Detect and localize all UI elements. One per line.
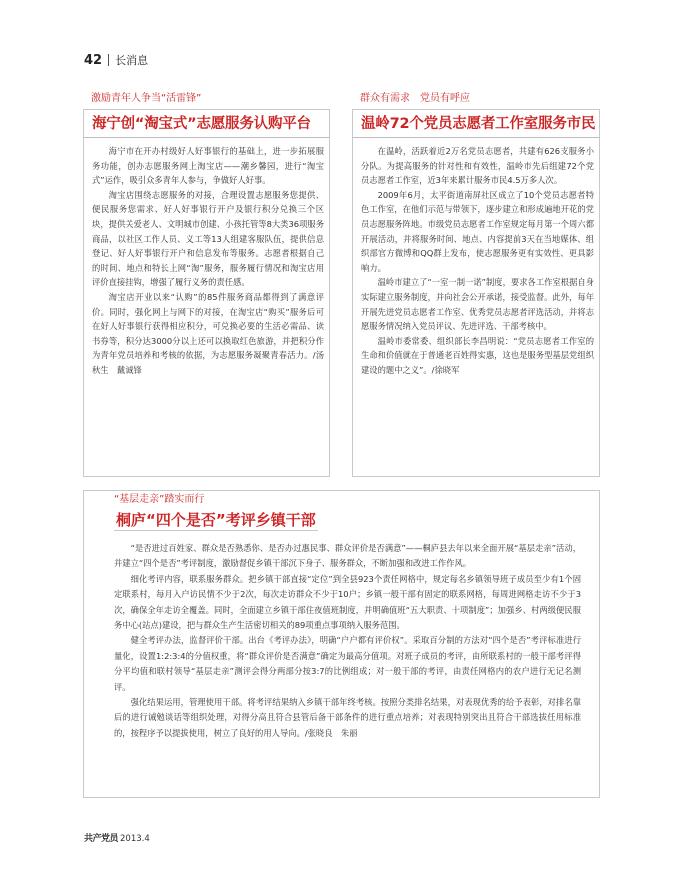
article-paragraph: 2009年6月，太平街道南屏社区成立了10个党员志愿者特色工作室，在他们示范与带领下，逐步建立和形成遍地开花的党员志愿服务阵地。市级党员志愿者工作室规定每月第一个周六都开展活动，并将服务时间、地点、内容提前3天在当地媒体、组织部官方微博和QQ群上发布，使志愿服务更有实效性、更具影响力。 [361,189,594,273]
article-paragraph: 强化结果运用，管理使用干部。将考评结果纳入乡镇干部年终考核。按照分类排名结果，对表现优秀的给予表彰，对排名靠后的进行诫勉谈话等组织处理，对得分高且符合县管后备干部条件的进行重点培养；对表现特别突出且符合干部选拔任用标准的，按程序予以提拔使用，树立了良好的用人导向。/张晓良 朱丽 [114,697,581,738]
article-left [83,92,330,477]
article-bottom [83,490,600,798]
article-paragraph: 淘宝店围绕志愿服务的对接，合理设置志愿服务您提供、便民服务您需求、好人好事银行开户及银行积分兑换三个区块，提供关爱老人、文明城市创建、小孩托管等8大类36项服务商品，以社区工作人员、义工等13人组建客服队伍，提供信息登记、好人好事银行开户和信息发布等服务。志愿者根据自己的时间、地点和特长上网“淘”服务，服务履行情况和淘宝店用评价直接挂钩，增强了履行义务的责任感。 [92,189,324,288]
page-number: 42 [84,52,103,68]
article-paragraph: 海宁市在开办村级好人好事银行的基础上，进一步拓展服务功能，创办志愿服务网上淘宝店——潮乡馨园，进行“淘宝式”运作，吸引众多青年人参与，争做好人好事。 [92,146,324,186]
article-paragraph: 在温岭，活跃着近2万名党员志愿者，共建有626支服务小分队。为提高服务的针对性和有效性，温岭市先后组建72个党员志愿者工作室，近3年来累计服务市民4.5万多人次。 [361,146,594,186]
issue-number: 2013.4 [120,834,150,844]
article-paragraph: 温岭市建立了“一室一制一诺”制度，要求各工作室根据自身实际建立服务制度，并向社会公开承诺，接受监督。此外，每年开展先进党员志愿者工作室、优秀党员志愿者评选活动，并将志愿服务情况纳入党员评议、先进评选、干部考核中。 [361,277,594,332]
page-header [84,50,148,70]
article-body [352,137,600,477]
article-paragraph: 温岭市委常委、组织部长李昌明说：“党员志愿者工作室的生命和价值就在于普通老百姓得实惠，这也是服务型基层党组织建设的题中之义”。/徐晓军 [361,335,594,375]
article-paragraph: 淘宝店开业以来“认购”的85件服务商品都得到了满意评价。同时，强化网上与网下的对接，在淘宝店“购买”服务后可在好人好事银行获得相应积分，可兑换必要的生活必需品、读书券等，积分达3000分以上还可以换取红色旅游，并把积分作为青年党员培养和考核的依据，为志愿服务凝聚青春活力。/汤秋生 戴诚锋 [92,291,324,375]
page-footer [84,831,150,844]
article-kicker: “基层走亲”踏实而行 [114,494,205,505]
article-paragraph: “是否进过百姓家、群众是否熟悉你、是否办过惠民事、群众评价是否满意”——桐庐县去年以来全面开展“基层走亲”活动，并建立“四个是否”考评制度，激励督促乡镇干部沉下身子、服务群众，不断加强和改进工作作风。 [114,543,581,569]
article-paragraph: 细化考评内容，联系服务群众。把乡镇干部直接“定位”到全县923个责任网格中，规定每名乡镇领导班子成员至少有1个固定联系村，每月入户访民情不少于2次，每次走访群众不少于10户；乡镇一般干部有固定的联系网格，每周进网格走访不少于3次，确保全年走访全覆盖。同时，全面建立乡镇干部住夜值班制度，并明确值班“五大职责、十项制度”；加强乡、村两级便民服务中心(站点)建设，把与群众生产生活密切相关的89项重点事项纳入服务范围。 [114,573,581,631]
article-title-box [84,510,599,531]
article-paragraph: 健全考评办法，监督评价干部。出台《考评办法》，明确“户户都有评价权”。采取百分制的方法对“四个是否”考评标准进行量化，设置1:2:3:4的分值权重，将“群众评价是否满意”确定为最高分值项。对班子成员的考评，由所联系村的一般干部考评得分平均值和联村领导“基层走亲”测评会得分两部分按3:7的比例组成；对一般干部的考评，由责任网格内的农户进行无记名测评。 [114,635,581,692]
article-kicker: 激励青年人争当“活雷锋” [91,93,202,104]
article-title: 桐庐“四个是否”考评乡镇干部 [116,511,316,529]
section-name: 长消息 [115,54,149,67]
article-right [352,92,600,477]
article-body [83,137,330,477]
article-title: 海宁创“淘宝式”志愿服务认购平台 [92,116,311,132]
article-body [84,531,599,741]
article-title-box [83,109,330,137]
header-divider [108,54,109,66]
article-title: 温岭72个党员志愿者工作室服务市民 [361,116,596,132]
article-title-box [352,109,600,137]
article-kicker: 群众有需求 党员有呼应 [360,93,470,104]
magazine-logo: 共产党员 [84,834,119,844]
